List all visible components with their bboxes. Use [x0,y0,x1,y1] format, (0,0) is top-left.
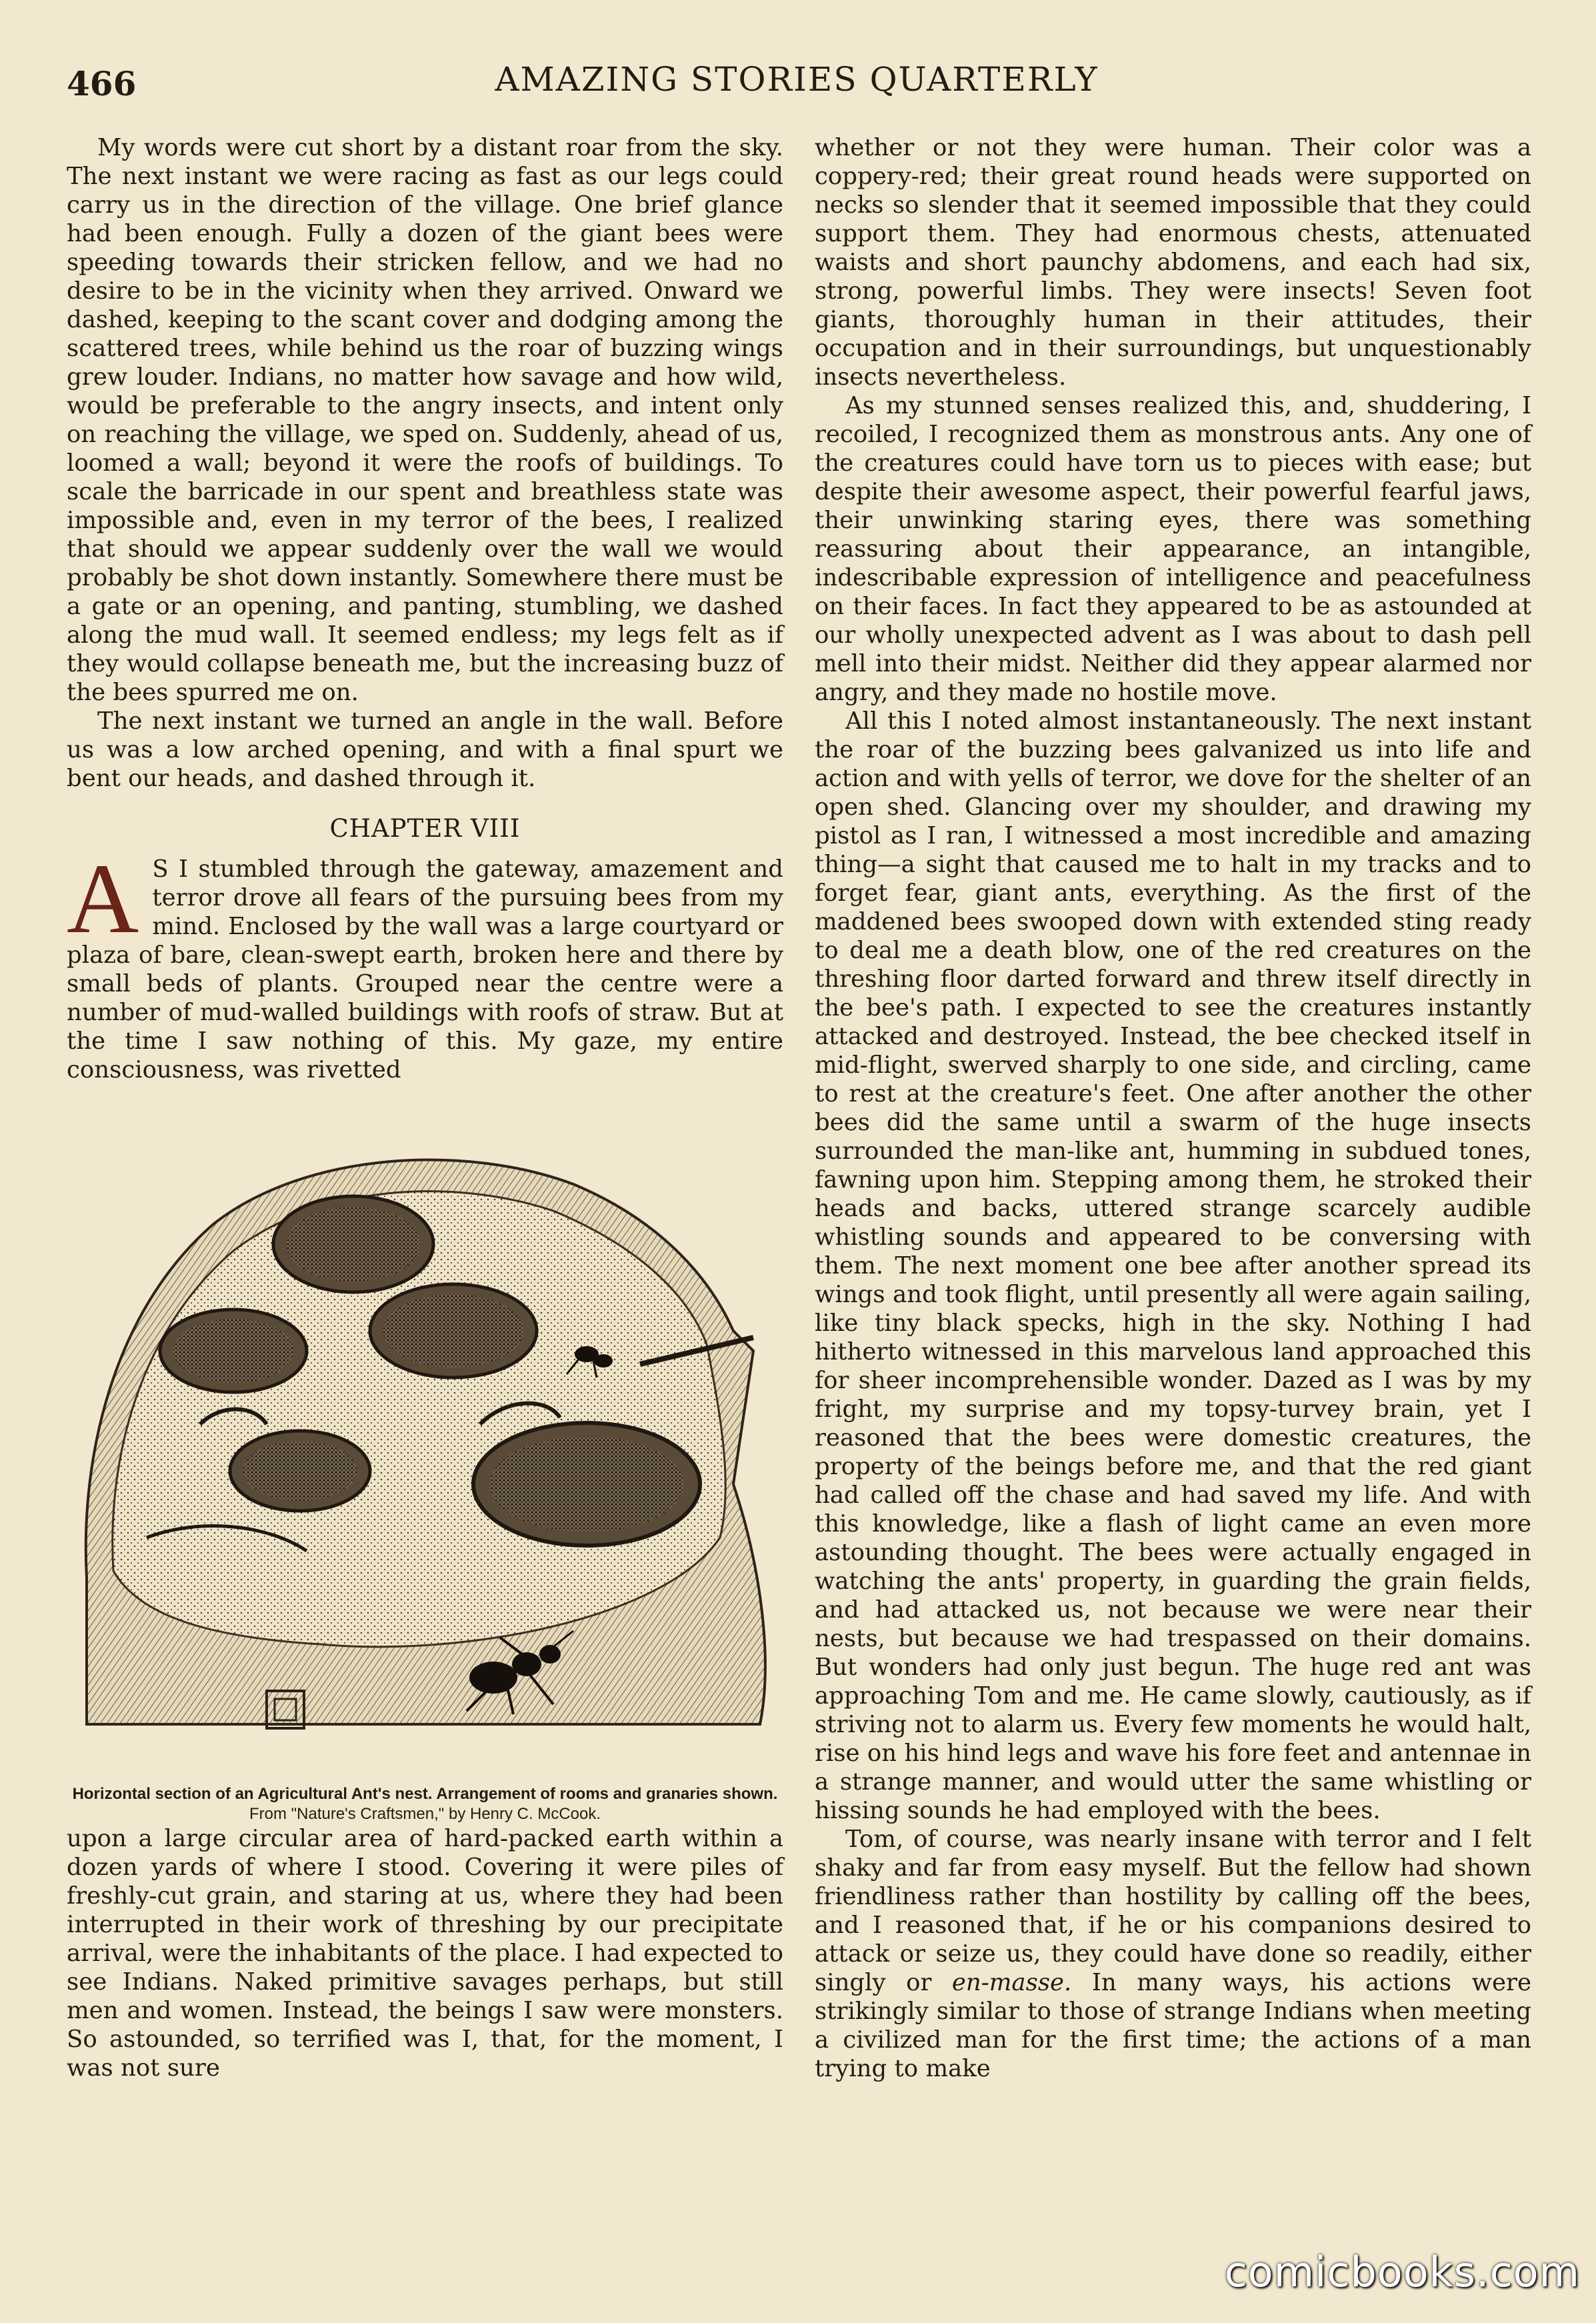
caption-main: Horizontal section of an Agricultural Ant's nest. Arrangement of rooms and granaries shown. [72,1785,778,1803]
site-watermark: comicbooks.com [1224,2248,1580,2296]
right-column [815,133,1531,2083]
emphasis-text: en-masse. [951,1969,1072,1996]
caption-source: From "Nature's Craftsmen," by Henry C. McCook. [249,1805,601,1823]
ant-nest-illustration [67,1111,783,1824]
left-column [67,133,783,2082]
nest-engraving [67,1111,783,1778]
running-title: AMAZING STORIES QUARTERLY [495,60,1099,99]
paragraph: My words were cut short by a distant roar from the sky. The next instant we were racing as fast as our legs could carry us in the direction of the village. One brief glance had been enough. Fully a dozen of the giant bees were speeding towards their stricken fellow, and we had no desire to be in the vicinity when they arrived. Onward we dashed, keeping to the scant cover and dodging among the scattered trees, while behind us the roar of buzzing wings grew louder. Indians, no matter how savage and how wild, would be preferable to the angry insects, and intent only on reaching the village, we sped on. Suddenly, ahead of us, loomed a wall; beyond it were the roofs of buildings. To scale the barricade in our spent and breathless state was impossible and, even in my terror of the bees, I realized that should we appear suddenly over the wall we would probably be shot down instantly. Somewhere there must be a gate or an opening, and panting, stumbling, we dashed along the mud wall. It seemed endless; my legs felt as if they would collapse beneath me, but the increasing buzz of the bees spurred me on. [67,134,783,706]
paragraph-text: In many ways, his actions were strikingly similar to those of strange Indians when meeting a civilized man for the first time; the actions of a man trying to make [815,1969,1531,2082]
paragraph: upon a large circular area of hard-packed earth within a dozen yards of where I stood. Covering it were piles of freshly-cut grain, and staring at us, where they had been interrupted in their work of threshing by our precipitate arrival, were the inhabitants of the place. I had expected to see Indians. Naked primitive savages perhaps, but still men and women. Instead, the beings I saw were monsters. So astounded, so terrified was I, that, for the moment, I was not sure [67,1825,783,2082]
paragraph [815,1825,1531,2083]
drop-cap: A [67,843,139,954]
paragraph: whether or not they were human. Their color was a coppery-red; their great round heads were supported on necks so slender that it seemed impossible that they could support them. They had enormous chests, attenuated waists and short paunchy abdomens, and each had six, strong, powerful limbs. They were insects! Seven foot giants, thoroughly human in their attitudes, their occupation and in their surroundings, but unquestionably insects nevertheless. [815,134,1531,391]
chapter-opening-paragraph [67,843,783,1084]
paragraph: The next instant we turned an angle in the wall. Before us was a low arched opening, and with a final spurt we bent our heads, and dashed through it. [67,707,783,792]
chapter-heading: CHAPTER VIII [329,814,521,843]
paragraph-text: S I stumbled through the gateway, amazement and terror drove all fears of the pursuing bees from my mind. Enclosed by the wall was a large courtyard or plaza of bare, clean-swept earth, broken here and there by small beds of plants. Grouped near the centre were a number of mud-walled buildings with roofs of straw. But at the time I saw nothing of this. My gaze, my entire consciousness, was rivetted [67,855,783,1083]
page-number: 466 [67,64,137,103]
paragraph: As my stunned senses realized this, and, shuddering, I recoiled, I recognized them as monstrous ants. Any one of the creatures could have torn us to pieces with ease; but despite their awesome aspect, their powerful fearful jaws, their unwinking staring eyes, there was something reassuring about their appearance, an intangible, indescribable expression of intelligence and peacefulness on their faces. In fact they appeared to be as astounded at our wholly unexpected advent as I was about to dash pell mell into their midst. Neither did they appear alarmed nor angry, and they made no hostile move. [815,392,1531,706]
paragraph-text: Tom, of course, was nearly insane with terror and I felt shaky and far from easy myself. But the fellow had shown friendliness rather than hostility by calling off the bees, and I reasoned that, if he or his companions desired to attack or seize us, they could have done so readily, either singly or [815,1826,1531,1996]
page-header [67,60,1527,120]
paragraph: All this I noted almost instantaneously. The next instant the roar of the buzzing bees galvanized us into life and action and with yells of terror, we dove for the shelter of an open shed. Glancing over my shoulder, and drawing my pistol as I ran, I witnessed a most incredible and amazing thing—a sight that caused me to halt in my tracks and to forget fear, giant ants, everything. As the first of the maddened bees swooped down with extended sting ready to deal me a death blow, one of the red creatures on the threshing floor darted forward and threw itself directly in the bee's path. I expected to see the creatures instantly attacked and destroyed. Instead, the bee checked itself in mid-flight, swerved sharply to one side, and circling, came to rest at the creature's feet. One after another the other bees did the same until a swarm of the huge insects surrounded the man-like ant, humming in subdued tones, fawning upon him. Stepping among them, he stroked their heads and backs, uttered strange scarcely audible whistling sounds and appeared to be conversing with them. The next moment one bee after another spread its wings and took flight, until presently all were again sailing, like tiny black specks, high in the sky. Nothing I had hitherto witnessed in this marvelous land approached this for sheer incomprehensible wonder. Dazed as I was by my fright, my surprise and my topsy-turvey brain, yet I reasoned that the bees were domestic creatures, the property of the beings before me, and that the red giant had called off the chase and had saved my life. And with this knowledge, like a flash of light came an even more astounding thought. The bees were actually engaged in watching the ants' property, in guarding the grain fields, and had attacked us, not because we were near their nests, but because we had trespassed on their domains. But wonders had only just begun. The huge red ant was approaching Tom and me. He came slowly, cautiously, as if striving not to alarm us. Every few moments he would halt, rise on his hind legs and wave his fore feet and antennae in a strange manner, and would utter the same whistling or hissing sounds he had employed with the bees. [815,707,1531,1824]
figure-caption [67,1784,783,1824]
